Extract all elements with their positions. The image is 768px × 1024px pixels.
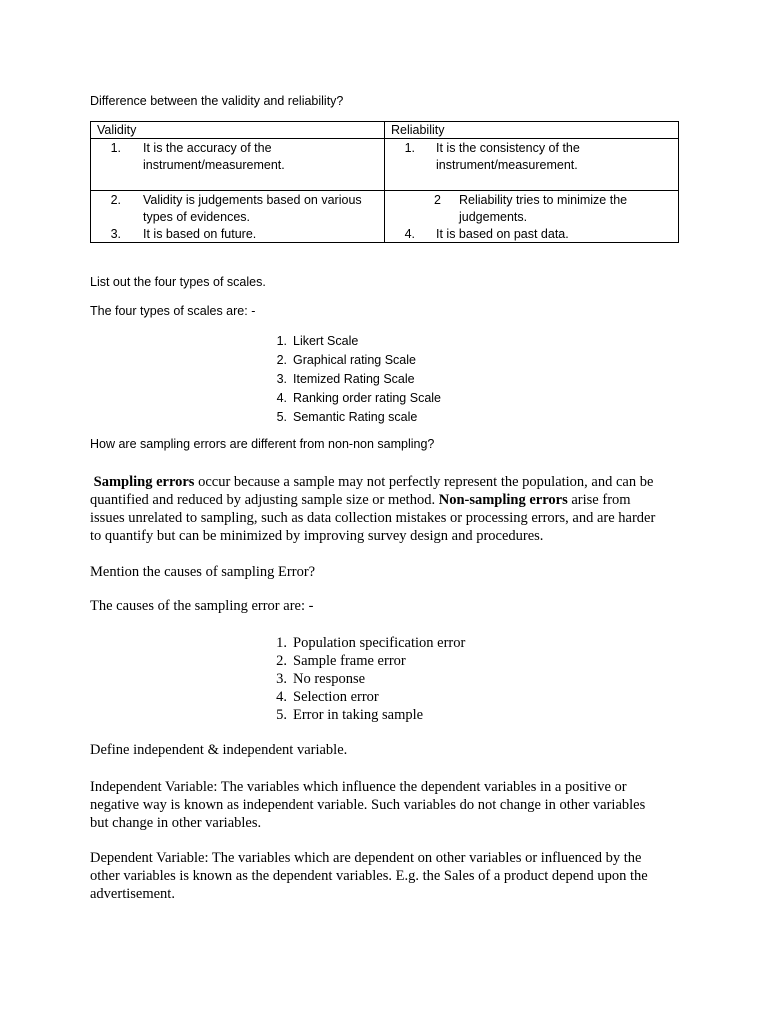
question-types-of-scales: List out the four types of scales. xyxy=(90,275,266,289)
table-row xyxy=(91,139,679,191)
validity-cell-1 xyxy=(91,139,385,191)
list-item: 4. Selection error xyxy=(276,689,379,705)
reliability-num-3: 4. xyxy=(404,227,415,241)
answer-scales-intro: The four types of scales are: - xyxy=(90,304,256,318)
term-non-sampling-errors: Non-sampling errors xyxy=(438,492,568,508)
reliability-cell-1 xyxy=(385,139,679,191)
list-item: 5. Error in taking sample xyxy=(276,707,424,723)
table-header-row xyxy=(91,122,679,139)
answer-causes-intro: The causes of the sampling error are: - xyxy=(90,598,314,614)
header-validity: Validity xyxy=(91,122,385,139)
question-sampling-errors: How are sampling errors are different from non-non sampling? xyxy=(90,437,435,451)
reliability-text-1b: instrument/measurement. xyxy=(436,158,578,172)
list-item: 2. Graphical rating Scale xyxy=(276,353,416,367)
list-item: 3. No response xyxy=(276,671,366,687)
dependent-variable-paragraph: Dependent Variable: The variables which are dependent on other variables or influenced by the other variables is known as the dependent variables. E.g. the Sales of a product depend upon the advertisement. xyxy=(90,850,648,902)
validity-num-2: 2. xyxy=(110,193,121,207)
list-item: 5. Semantic Rating scale xyxy=(276,410,418,424)
list-item: 2. Sample frame error xyxy=(276,653,406,669)
reliability-text-2b: judgements. xyxy=(459,210,528,224)
term-sampling-errors: Sampling errors xyxy=(93,474,195,490)
question-causes-sampling-error: Mention the causes of sampling Error? xyxy=(90,564,316,580)
list-item: 1. Likert Scale xyxy=(276,334,359,348)
reliability-cell-2 xyxy=(385,191,679,243)
list-item: 3. Itemized Rating Scale xyxy=(276,372,415,386)
reliability-num-1: 1. xyxy=(404,141,415,155)
causes-list xyxy=(276,634,466,724)
validity-cell-2 xyxy=(91,191,385,243)
list-item: 4. Ranking order rating Scale xyxy=(276,391,441,405)
validity-text-2b: types of evidences. xyxy=(143,210,251,224)
reliability-text-1a: It is the consistency of the xyxy=(436,141,580,155)
validity-reliability-table xyxy=(90,121,679,243)
validity-text-1a: It is the accuracy of the xyxy=(143,141,272,155)
reliability-text-3: It is based on past data. xyxy=(436,227,569,241)
answer-sampling-errors: Sampling errors occur because a sample may not perfectly represent the population, and can be quantified and reduced by adjusting sample size or method. Non-sampling errors arise from issues unrelated to sampling, such as data collection mistakes or processing errors, and are harder to quantify but can be minimized by improving survey design and procedures. xyxy=(90,474,656,544)
validity-num-3: 3. xyxy=(110,227,121,241)
validity-num-1: 1. xyxy=(110,141,121,155)
validity-text-2a: Validity is judgements based on various xyxy=(143,193,362,207)
list-item: 1. Population specification error xyxy=(276,635,466,651)
table-row xyxy=(91,191,679,243)
question-validity-reliability: Difference between the validity and reliability? xyxy=(90,94,344,108)
validity-text-3: It is based on future. xyxy=(143,227,257,241)
independent-variable-paragraph: Independent Variable: The variables which influence the dependent variables in a positive or negative way is known as independent variable. Such variables do not change in other variables but change in other variables. xyxy=(90,779,646,831)
question-define-variables: Define independent & independent variable. xyxy=(90,742,348,758)
header-reliability: Reliability xyxy=(385,122,679,139)
reliability-text-2a: Reliability tries to minimize the xyxy=(459,193,628,207)
reliability-num-2: 2 xyxy=(434,193,441,207)
validity-text-1b: instrument/measurement. xyxy=(143,158,285,172)
scales-list xyxy=(276,332,441,427)
